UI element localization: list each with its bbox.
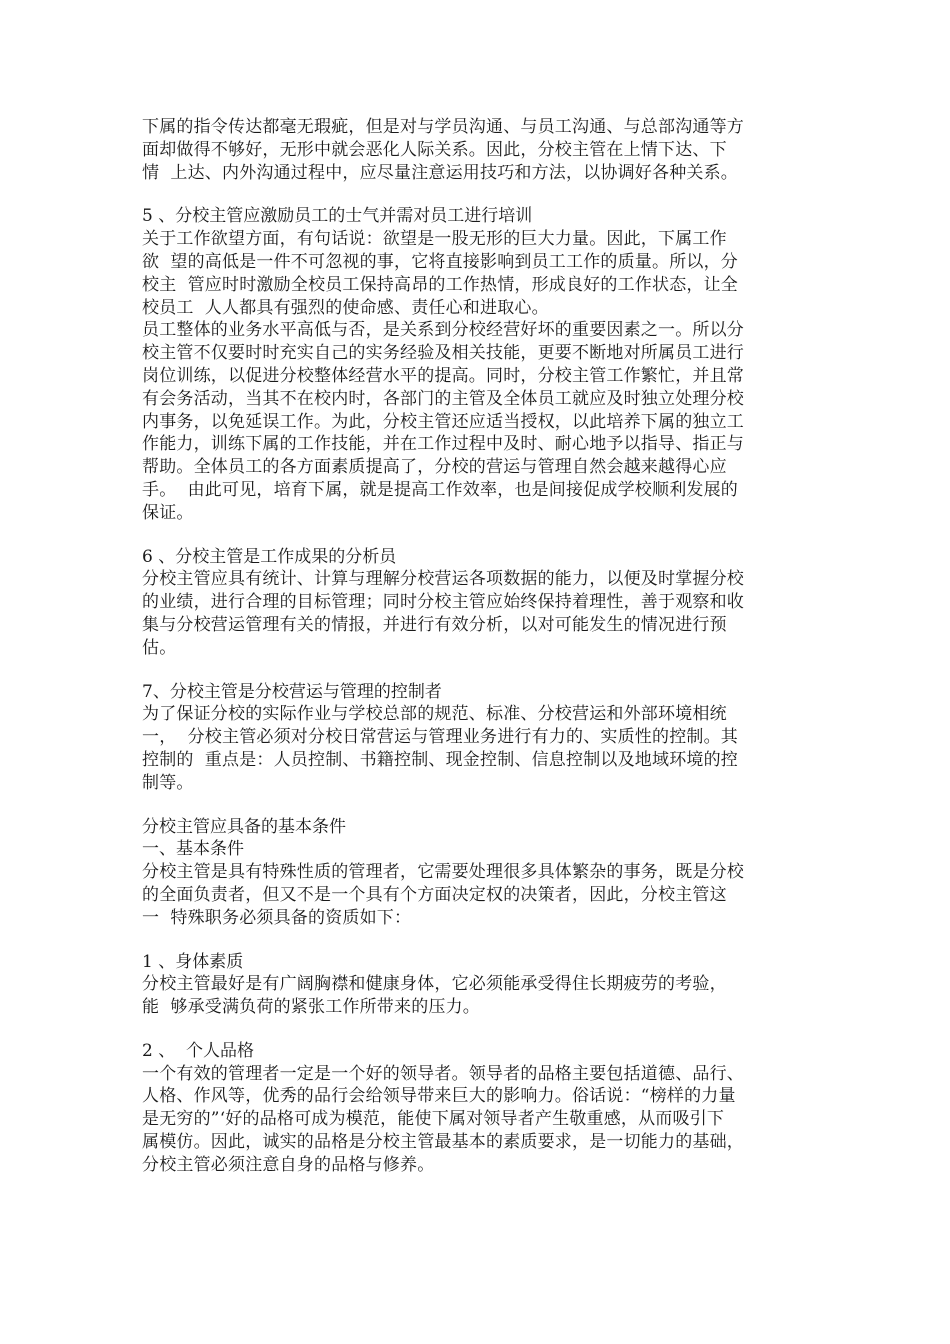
document-page	[142, 116, 812, 1177]
paragraph-gap	[142, 525, 812, 546]
paragraph-character: 一个有效的管理者一定是一个好的领导者。领导者的品格主要包括道德、品行、 人格、作风等，优秀的品行会给领导带来巨大的影响力。俗话说：“榜样的力量 是无穷的”‘好的品格可成为模范，能使下属对领导者产生敬重感，从而吸引下 属模仿。因此，诚实的品格是分校主管最基本的素质要求，是一切能力的基础， 分校主管必须注意自身的品格与修养。	[142, 1063, 744, 1175]
paragraph-physical: 分校主管最好是有广阔胸襟和健康身体，它必须能承受得住长期疲劳的考验， 能 够承受满负荷的紧张工作所带来的压力。	[142, 974, 727, 1018]
subsection-heading-basic: 一、基本条件	[142, 839, 244, 860]
paragraph-basic-conditions: 分校主管是具有特殊性质的管理者，它需要处理很多具体繁杂的事务，既是分校 的全面负责者，但又不是一个具有个方面决定权的决策者，因此，分校主管这 一 特殊职务必须具备的资质如下：	[142, 862, 744, 928]
paragraph-training: 员工整体的业务水平高低与否，是关系到分校经营好坏的重要因素之一。所以分 校主管不仅要时时充实自己的实务经验及相关技能，更要不断地对所属员工进行 岗位训练，以促进分校整体经营水平的提高。同时，分校主管工作繁忙，并且常 有会务活动，当其不在校内时，各部门的主管及全体员工就应及时独立处理分校 内事务，以免延误工作。为此，分校主管还应适当授权，以此培养下属的独立工 作能力，训练下属的工作技能，并在工作过程中及时、耐心地予以指导、指正与 帮助。全体员工的各方面素质提高了，分校的营运与管理自然会越来越得心应 手。 由此可见，培育下属，就是提高工作效率，也是间接促成学校顺利发展的 保证。	[142, 320, 744, 523]
chapter-title: 分校主管应具备的基本条件	[142, 816, 346, 837]
section-heading-6: 6 、分校主管是工作成果的分析员	[142, 546, 397, 567]
paragraph-gap	[142, 660, 812, 681]
paragraph-gap	[142, 184, 812, 205]
paragraph-analysis: 分校主管应具有统计、计算与理解分校营运各项数据的能力，以便及时掌握分校 的业绩，进行合理的目标管理；同时分校主管应始终保持着理性，善于观察和收 集与分校营运管理有关的情报，并进行有效分析，以对可能发生的情况进行预 估。	[142, 569, 744, 658]
item-heading-1: 1 、身体素质	[142, 951, 244, 972]
paragraph-control: 为了保证分校的实际作业与学校总部的规范、标准、分校营运和外部环境相统 一， 分校主管必须对分校日常营运与管理业务进行有力的、实质性的控制。其 控制的 重点是：人员控制、书籍控制、现金控制、信息控制以及地域环境的控 制等。	[142, 704, 739, 793]
paragraph-gap	[142, 795, 812, 816]
paragraph-motivation: 关于工作欲望方面，有句话说：欲望是一股无形的巨大力量。因此，下属工作 欲 望的高低是一件不可忽视的事，它将直接影响到员工工作的质量。所以，分 校主 管应时时激励全校员工保持高昂的工作热情，形成良好的工作状态，让全 校员工 人人都具有强烈的使命感、责任心和进取心。	[142, 229, 739, 318]
paragraph-communication: 下属的指令传达都毫无瑕疵，但是对与学员沟通、与员工沟通、与总部沟通等方 面却做得不够好，无形中就会恶化人际关系。因此，分校主管在上情下达、下 情 上达、内外沟通过程中，应尽量注意运用技巧和方法，以协调好各种关系。	[142, 117, 744, 183]
section-heading-5: 5 、分校主管应激励员工的士气并需对员工进行培训	[142, 206, 533, 227]
paragraph-gap	[142, 1019, 812, 1040]
paragraph-gap	[142, 930, 812, 951]
item-heading-2: 2 、 个人品格	[142, 1040, 255, 1061]
section-heading-7: 7、分校主管是分校营运与管理的控制者	[142, 681, 442, 702]
